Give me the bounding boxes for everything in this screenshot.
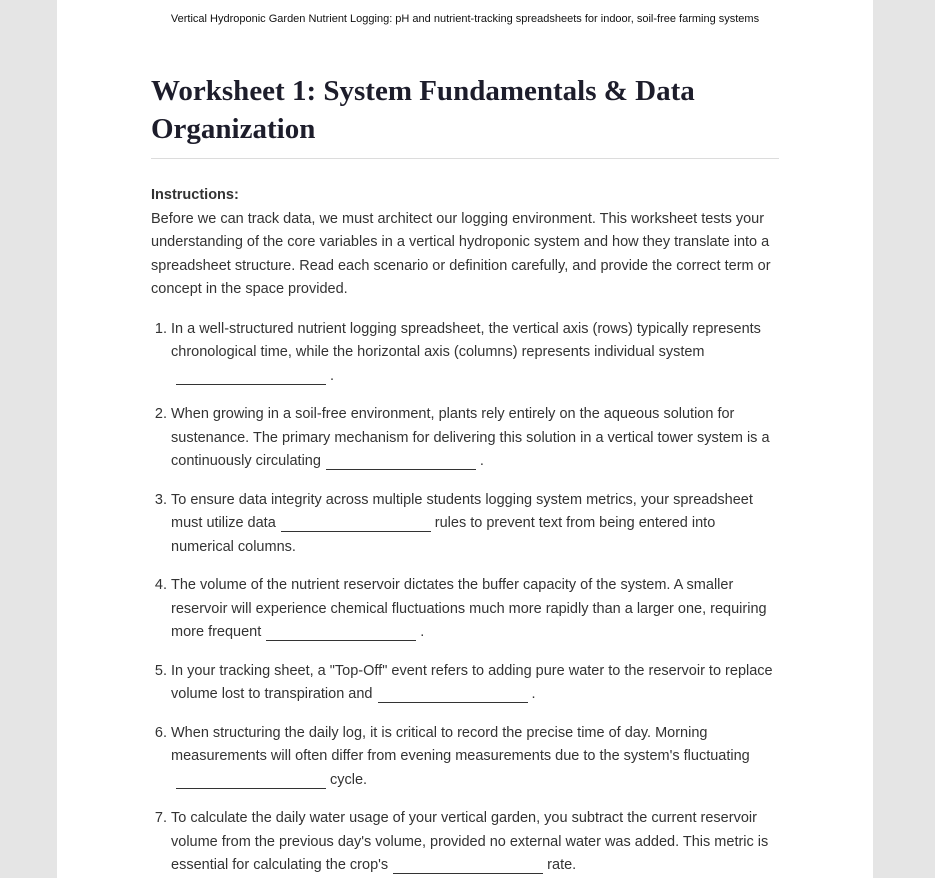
question-item (171, 574, 779, 645)
question-list (151, 318, 779, 878)
answer-blank[interactable] (281, 514, 431, 532)
answer-blank[interactable] (326, 452, 476, 470)
question-item (171, 403, 779, 474)
question-item (171, 489, 779, 560)
answer-blank[interactable] (176, 367, 326, 385)
instructions-label: Instructions: (151, 187, 239, 203)
question-text: To ensure data integrity across multiple students logging system metrics, your spreadsheet must utilize data (171, 491, 753, 531)
question-text-end: cycle. (330, 771, 368, 788)
question-text: To calculate the daily water usage of your vertical garden, you subtract the current reservoir volume from the previous day's volume, provided no external water was added. This metric is essential for calculating the crop's (171, 810, 769, 873)
question-text: When growing in a soil-free environment, plants rely entirely on the aqueous solution for sustenance. The primary mechanism for delivering this solution in a vertical tower system is a continuously circulating (171, 406, 770, 469)
question-item (171, 722, 779, 793)
question-text: The volume of the nutrient reservoir dictates the buffer capacity of the system. A smaller reservoir will experience chemical fluctuations much more rapidly than a larger one, requiring more frequent (171, 577, 767, 640)
question-text: In a well-structured nutrient logging spreadsheet, the vertical axis (rows) typically represents chronological time, while the horizontal axis (columns) represents individual system (171, 320, 761, 360)
answer-blank[interactable] (393, 856, 543, 874)
instructions-text: Before we can track data, we must architect our logging environment. This worksheet tests your understanding of the core variables in a vertical hydroponic system and how they translate into a spreadsheet structure. Read each scenario or definition carefully, and provide the correct term or concept in the space provided. (151, 210, 771, 297)
question-text-end: . (479, 453, 484, 469)
question-item (171, 660, 779, 707)
question-text-end: rate. (547, 857, 577, 873)
worksheet-title: Worksheet 1: System Fundamentals & Data Organization (151, 72, 779, 159)
question-text-end: rules to prevent text from being entered into numerical columns. (171, 515, 716, 555)
question-item (171, 807, 779, 878)
question-item (171, 318, 779, 389)
worksheet-content (151, 72, 779, 878)
running-header: Vertical Hydroponic Garden Nutrient Logging: pH and nutrient-tracking spreadsheets for indoor, soil-free farming systems (170, 13, 760, 25)
answer-blank[interactable] (266, 623, 416, 641)
question-text-end: . (531, 686, 536, 702)
answer-blank[interactable] (378, 685, 528, 703)
answer-blank[interactable] (176, 771, 326, 789)
question-text: In your tracking sheet, a "Top-Off" event refers to adding pure water to the reservoir to replace volume lost to transpiration and (171, 662, 773, 702)
question-text: When structuring the daily log, it is critical to record the precise time of day. Morning measurements will often differ from evening measurements due to the system's fluctuating (171, 724, 750, 764)
worksheet-page (57, 0, 873, 878)
question-text-end: . (330, 367, 335, 384)
question-text-end: . (420, 624, 425, 640)
